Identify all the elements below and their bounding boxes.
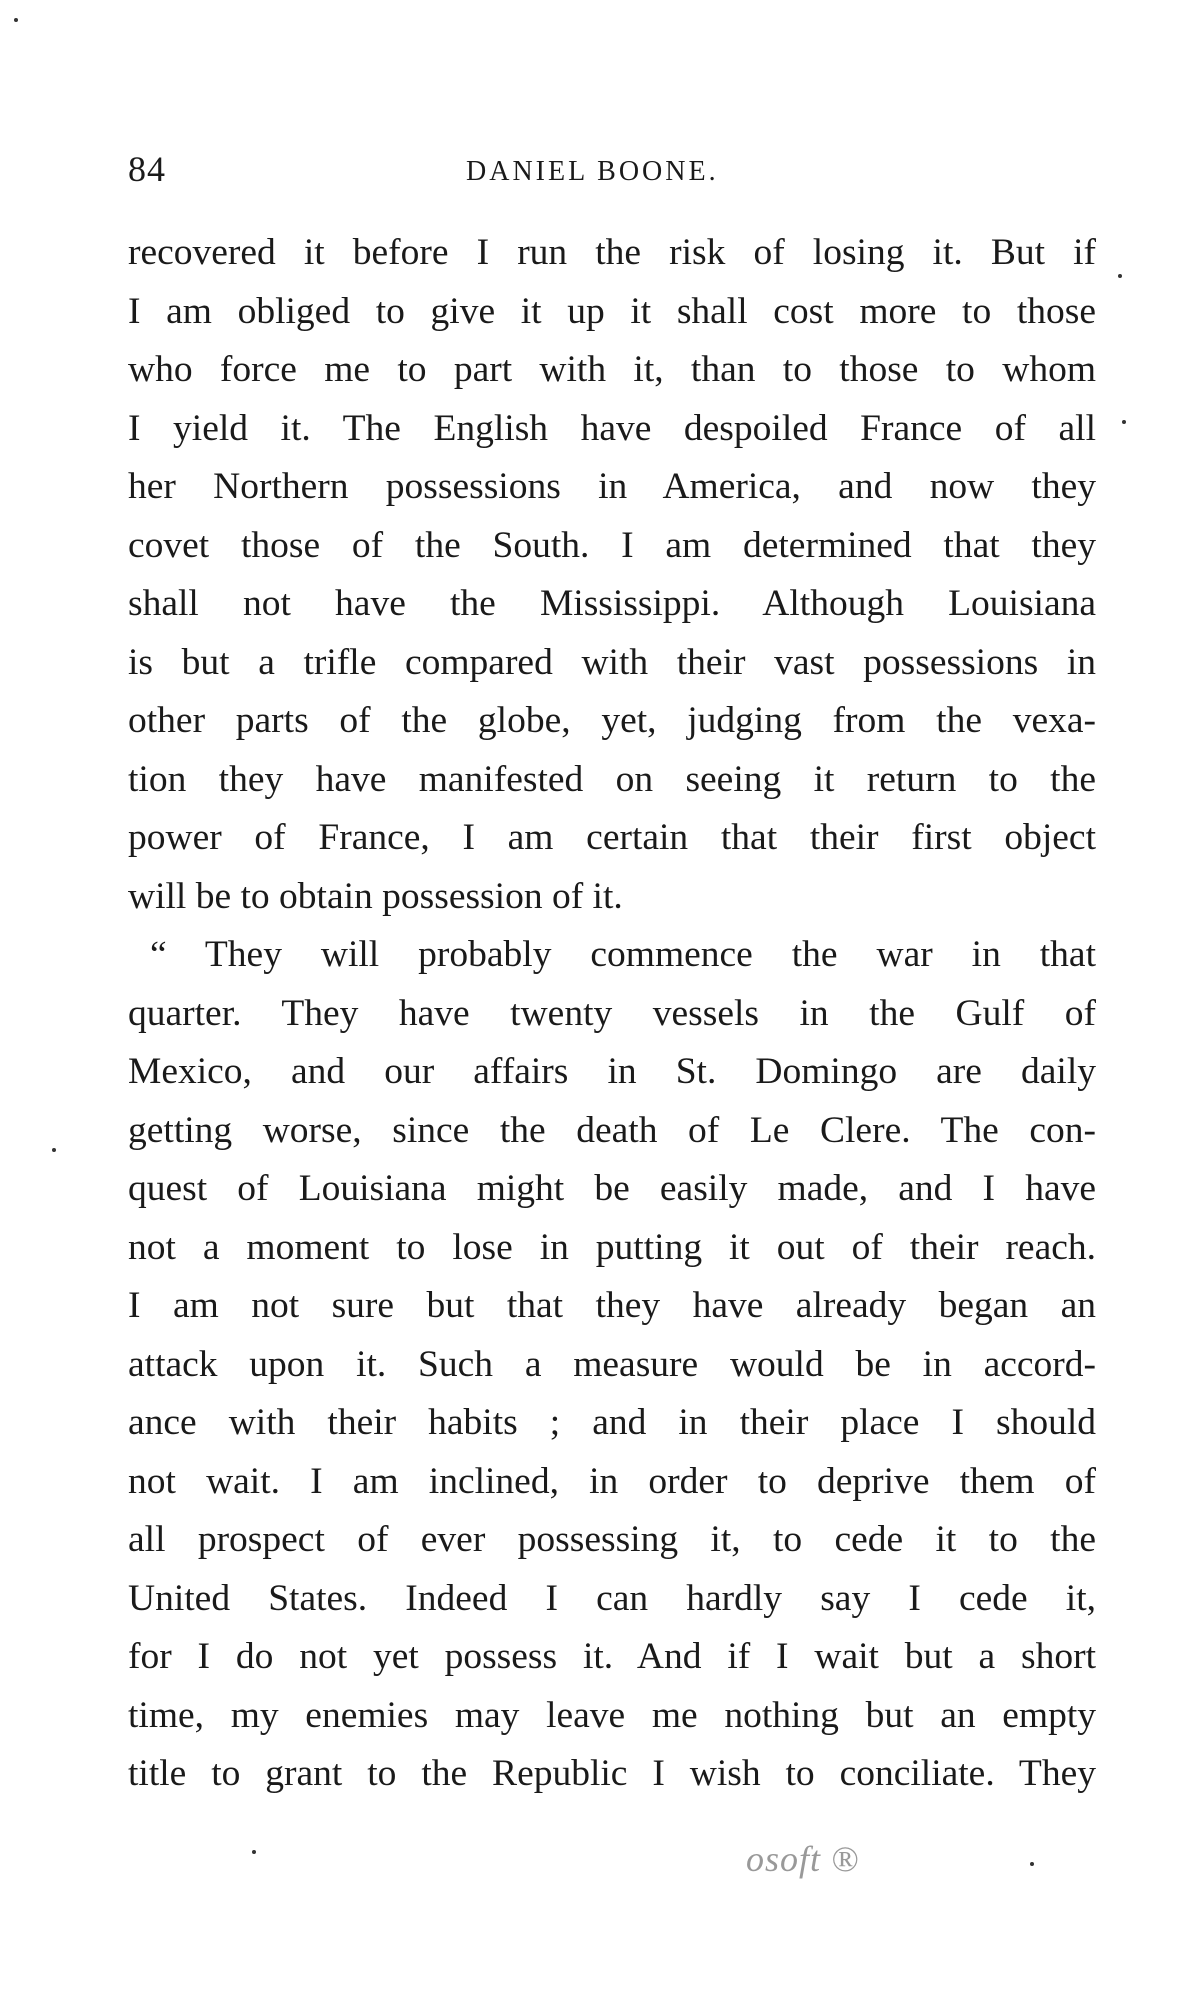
text-line: all prospect of ever possessing it, to cede it to the bbox=[128, 1519, 1096, 1560]
text-line: is but a trifle compared with their vast possessions in bbox=[128, 641, 1096, 683]
text-line: not wait. I am inclined, in order to deprive them of bbox=[128, 1460, 1096, 1502]
text-line: I yield it. The English have despoiled France of all bbox=[128, 407, 1096, 449]
text-line: I am obliged to give it up it shall cost more to those bbox=[128, 290, 1096, 332]
paragraph-start-line: “ They will probably commence the war in that bbox=[150, 934, 1096, 975]
text-line: who force me to part with it, than to those to whom bbox=[128, 349, 1096, 390]
text-line: quarter. They have twenty vessels in the Gulf of bbox=[128, 992, 1096, 1034]
text-line: getting worse, since the death of Le Clere. The con- bbox=[128, 1109, 1096, 1151]
text-line: shall not have the Mississippi. Although Louisiana bbox=[128, 583, 1096, 624]
text-line: United States. Indeed I can hardly say I cede it, bbox=[128, 1577, 1096, 1619]
text-line: her Northern possessions in America, and now they bbox=[128, 466, 1096, 507]
text-line: I am not sure but that they have already began an bbox=[128, 1285, 1096, 1326]
text-line: ance with their habits ; and in their place I should bbox=[128, 1402, 1096, 1443]
scan-speck bbox=[252, 1850, 256, 1854]
text-line: Mexico, and our affairs in St. Domingo are daily bbox=[128, 1051, 1096, 1092]
scan-speck bbox=[52, 1148, 56, 1152]
scan-speck bbox=[1122, 420, 1126, 424]
text-line: recovered it before I run the risk of losing it. But if bbox=[128, 232, 1096, 273]
page-number: 84 bbox=[128, 149, 166, 189]
scan-watermark: osoft ® bbox=[746, 1839, 860, 1879]
scan-speck bbox=[1118, 274, 1122, 278]
paragraph-end-line: will be to obtain possession of it. bbox=[128, 875, 623, 917]
text-line: title to grant to the Republic I wish to conciliate. They bbox=[128, 1753, 1096, 1794]
text-line: for I do not yet possess it. And if I wait but a short bbox=[128, 1636, 1096, 1677]
page-header bbox=[128, 148, 1096, 198]
text-line: covet those of the South. I am determined that they bbox=[128, 524, 1096, 566]
text-line: tion they have manifested on seeing it return to the bbox=[128, 758, 1096, 800]
scan-speck bbox=[14, 18, 18, 22]
text-line: other parts of the globe, yet, judging from the vexa- bbox=[128, 700, 1096, 741]
running-title: DANIEL BOONE. bbox=[466, 156, 719, 187]
body-text bbox=[128, 224, 1096, 1804]
scan-speck bbox=[1030, 1862, 1034, 1866]
text-line: attack upon it. Such a measure would be in accord- bbox=[128, 1343, 1096, 1385]
text-line: time, my enemies may leave me nothing but an empty bbox=[128, 1694, 1096, 1736]
text-line: power of France, I am certain that their first object bbox=[128, 817, 1096, 858]
text-line: quest of Louisiana might be easily made, and I have bbox=[128, 1168, 1096, 1209]
text-line: not a moment to lose in putting it out of their reach. bbox=[128, 1226, 1096, 1268]
